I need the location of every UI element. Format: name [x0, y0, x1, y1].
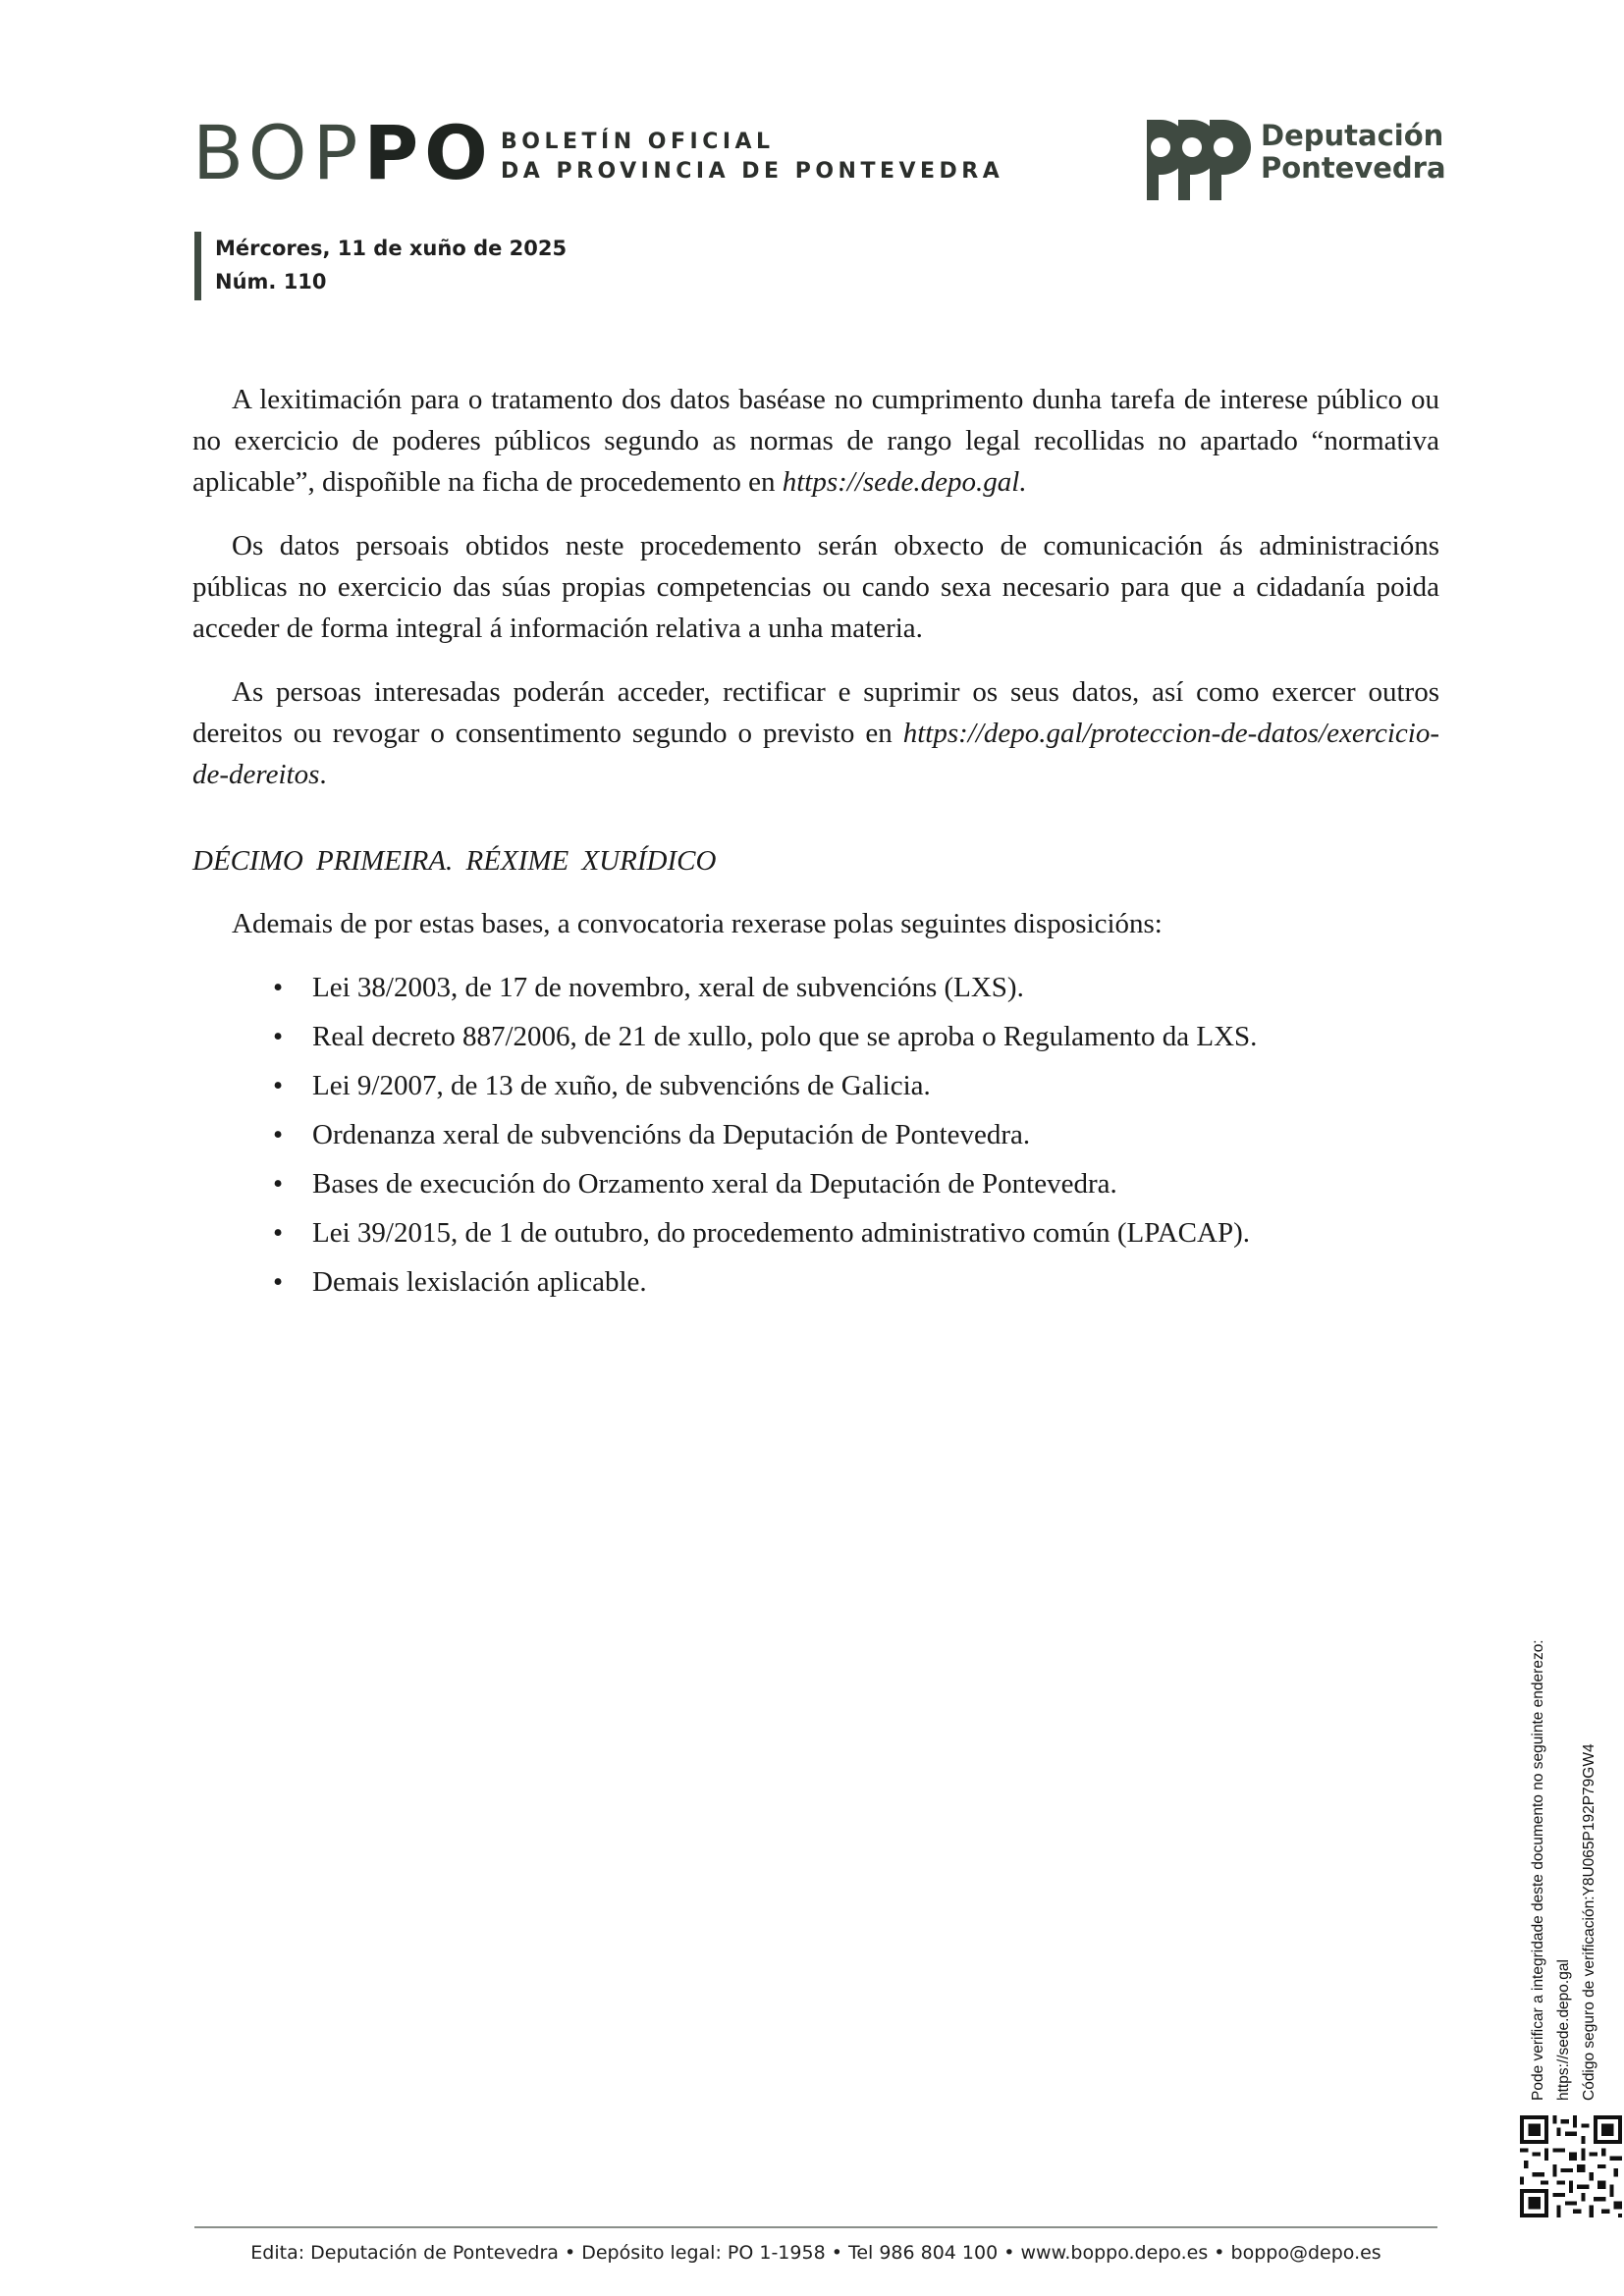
list-item-text: Real decreto 887/2006, de 21 de xullo, polo que se aproba o Regulamento da LXS. [312, 1021, 1258, 1052]
boppo-logo-bold: PO [363, 109, 494, 196]
verification-text [1526, 1598, 1610, 2101]
bulletin-title-line2: DA PROVINCIA DE PONTEVEDRA [501, 159, 1004, 184]
list-item-text: Ordenanza xeral de subvencións da Deputación de Pontevedra. [312, 1119, 1031, 1150]
paragraph-rights-end: . [319, 759, 327, 790]
bullet-icon: • [273, 1266, 284, 1298]
deputacion-logo [1145, 116, 1446, 204]
list-item [192, 967, 1439, 1008]
list-item-text: Lei 39/2015, de 1 de outubro, do procedemento administrativo común (LPACAP). [312, 1217, 1250, 1249]
paragraph-communication [192, 525, 1439, 649]
verification-strip [1526, 1598, 1610, 2101]
list-item [192, 1212, 1439, 1254]
issue-meta [194, 232, 567, 300]
paragraph-rights-text: As persoas interesadas poderán acceder, rectificar e suprimir os seus datos, así como exercer outros dereitos ou revogar o consentimento segundo o previsto en [192, 676, 1439, 749]
paragraph-dispositions-text: Ademais de por estas bases, a convocatoria rexerase polas seguintes disposicións: [232, 908, 1163, 939]
paragraph-dispositions [192, 903, 1439, 944]
paragraph-rights [192, 671, 1439, 795]
sede-link[interactable]: https://sede.depo.gal. [782, 466, 1027, 498]
bullet-icon: • [273, 1217, 284, 1249]
list-item [192, 1016, 1439, 1057]
verification-line1: Pode verificar a integridade deste documento no seguinte enderezo: [1530, 1639, 1546, 2101]
issue-number: Núm. 110 [215, 270, 327, 294]
boppo-logo [192, 109, 494, 196]
paragraph-communication-text: Os datos persoais obtidos neste procedemento serán obxecto de comunicación ás administracións públicas no exercicio das súas propias competencias ou cando sexa necesario para que a cidadanía poida acceder de forma integral á información relativa a unha materia. [192, 530, 1439, 644]
list-item-text: Lei 38/2003, de 17 de novembro, xeral de subvencións (LXS). [312, 972, 1024, 1003]
list-item [192, 1261, 1439, 1303]
boppo-logo-light: BOP [192, 109, 364, 196]
list-item-text: Demais lexislación aplicable. [312, 1266, 647, 1298]
paragraph-legitimation [192, 379, 1439, 503]
bullet-icon: • [273, 1070, 284, 1101]
deputacion-mark-icon [1145, 116, 1253, 204]
list-item [192, 1114, 1439, 1155]
list-item [192, 1065, 1439, 1106]
page-footer: Edita: Deputación de Pontevedra • Depósito legal: PO 1-1958 • Tel 986 804 100 • www.boppo.depo.es • boppo@depo.es [250, 2242, 1381, 2264]
paragraph-legitimation-text: A lexitimación para o tratamento dos datos baséase no cumprimento dunha tarefa de interese público ou no exercicio de poderes públicos segundo as normas de rango legal recollidas no apartado “normativa aplicable”, dispoñible na ficha de procedemento en [192, 384, 1439, 498]
bulletin-title [501, 128, 1003, 187]
bullet-icon: • [273, 1119, 284, 1150]
issue-date: Mércores, 11 de xuño de 2025 [215, 237, 568, 260]
page-header [192, 109, 1446, 204]
document-body [192, 379, 1439, 1310]
list-item-text: Lei 9/2007, de 13 de xuño, de subvencións de Galicia. [312, 1070, 931, 1101]
deputacion-name-line1: Deputación [1261, 119, 1444, 152]
list-item [192, 1163, 1439, 1204]
qr-code-icon [1520, 2115, 1622, 2217]
data-protection-link[interactable]: https://depo.gal/proteccion-de-datos/exercicio-de-dereitos [192, 718, 1439, 790]
deputacion-name-line2: Pontevedra [1261, 151, 1446, 185]
verification-code: Código seguro de verificación:Y8U065P192P79GW4 [1581, 1743, 1597, 2101]
bullet-icon: • [273, 1168, 284, 1200]
dispositions-list [192, 967, 1439, 1303]
section-title: DÉCIMO PRIMEIRA. RÉXIME XURÍDICO [192, 845, 717, 877]
verification-url[interactable]: https://sede.depo.gal [1555, 1959, 1572, 2101]
deputacion-name [1261, 120, 1446, 185]
bullet-icon: • [273, 972, 284, 1003]
bulletin-title-line1: BOLETÍN OFICIAL [501, 130, 775, 154]
bullet-icon: • [273, 1021, 284, 1052]
footer-divider [194, 2226, 1437, 2228]
list-item-text: Bases de execución do Orzamento xeral da Deputación de Pontevedra. [312, 1168, 1117, 1200]
